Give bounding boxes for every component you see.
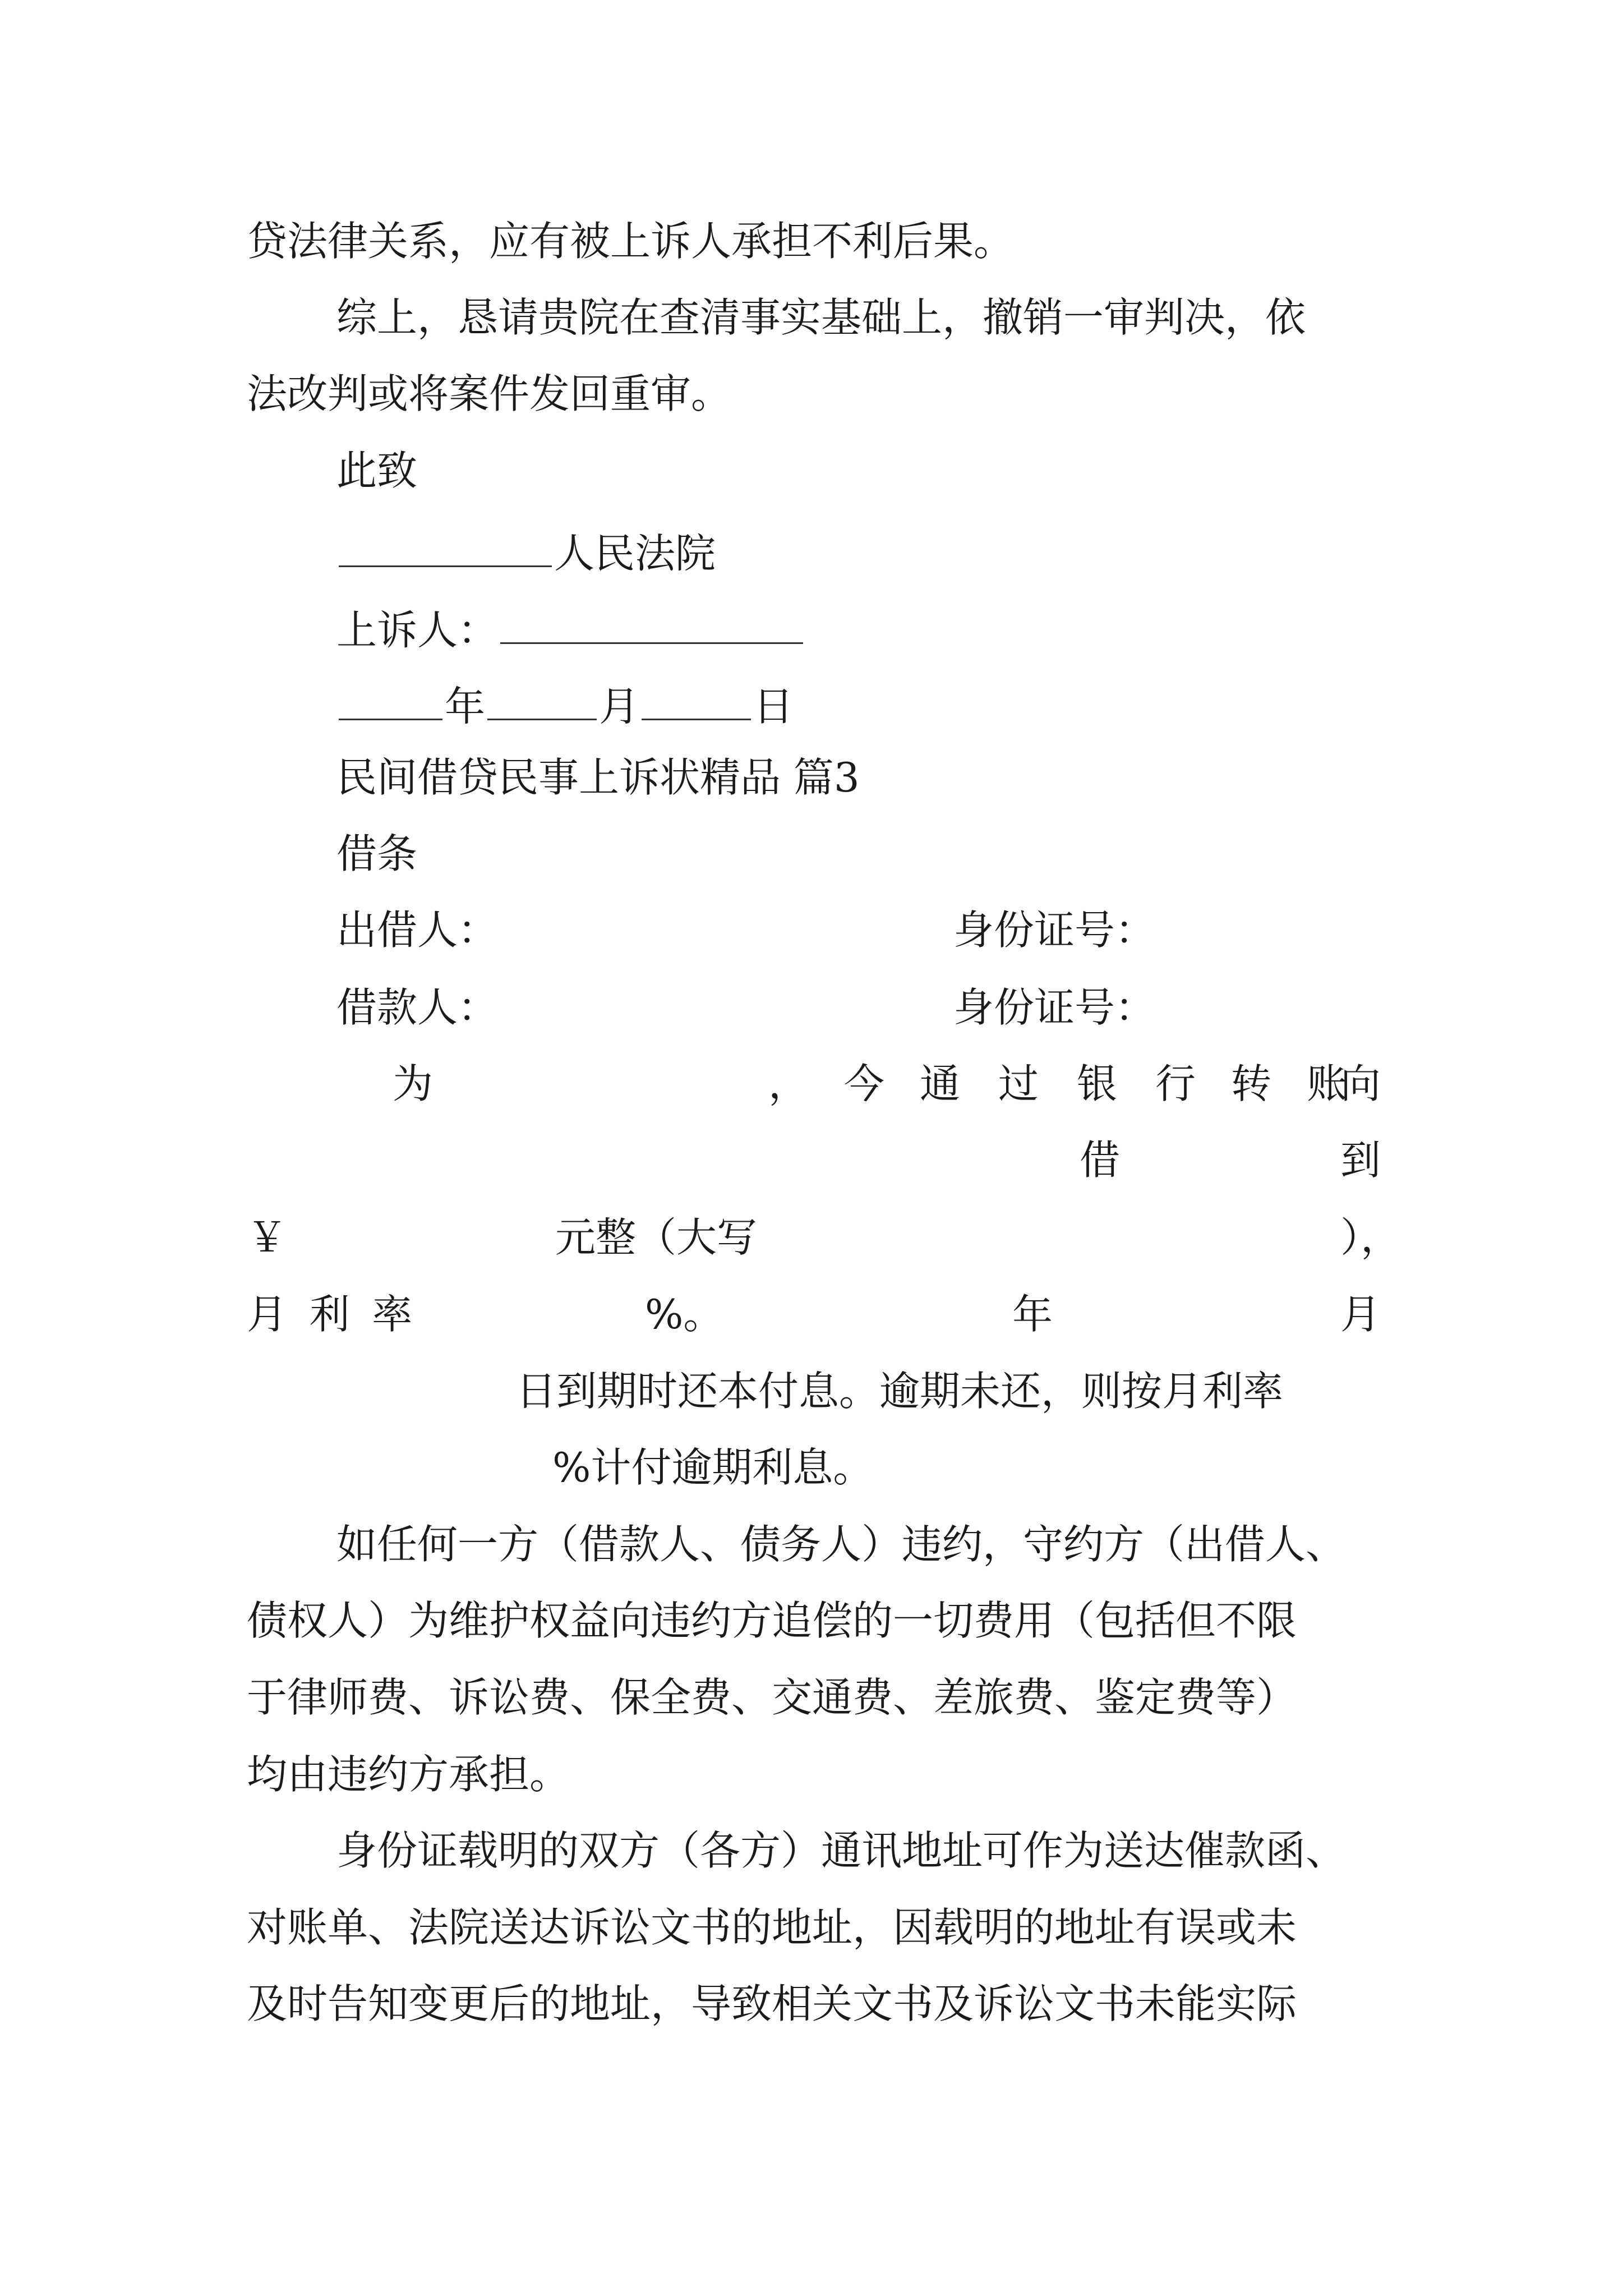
text-char: 到 bbox=[1340, 1137, 1381, 1184]
amount-unit: 元整（大写 bbox=[555, 1214, 758, 1261]
appellant-label: 上诉人： bbox=[336, 606, 499, 654]
closing-paren: ）， bbox=[1340, 1214, 1401, 1261]
lender-id-label: 身份证号： bbox=[953, 907, 1156, 954]
currency-symbol: ￥ bbox=[247, 1214, 288, 1261]
text-char: 银 bbox=[1077, 1060, 1118, 1107]
court-name-blank bbox=[339, 527, 552, 567]
year-char: 年 bbox=[1012, 1291, 1053, 1338]
paragraph-line: 身份证载明的双方（各方）通讯地址可作为送达催款函、 bbox=[336, 1827, 1347, 1874]
month-char: 月 bbox=[1340, 1291, 1381, 1338]
paragraph-line: 贷法律关系，应有被上诉人承担不利后果。 bbox=[247, 218, 1015, 265]
document-title: 借条 bbox=[336, 830, 418, 877]
borrower-id-label: 身份证号： bbox=[953, 984, 1156, 1031]
lender-label: 出借人： bbox=[336, 907, 499, 954]
paragraph-line: 综上，恳请贵院在查清事实基础上，撤销一审判决，依 bbox=[336, 294, 1306, 341]
borrower-label: 借款人： bbox=[336, 984, 499, 1031]
text-char: 借 bbox=[1080, 1137, 1121, 1184]
court-line bbox=[336, 527, 716, 577]
paragraph-line: 及时告知变更后的地址，导致相关文书及诉讼文书未能实际 bbox=[247, 1980, 1297, 2027]
section-heading: 民间借贷民事上诉状精品 篇3 bbox=[336, 754, 860, 801]
appellant-line bbox=[336, 604, 805, 654]
loan-purpose-for: 为 bbox=[393, 1060, 434, 1107]
year-label: 年 bbox=[445, 683, 486, 730]
text-char: 今 bbox=[844, 1060, 885, 1107]
paragraph-line: 日到期时还本付息。逾期未还，则按月利率 bbox=[516, 1368, 1284, 1415]
date-line bbox=[336, 680, 794, 730]
salutation: 此致 bbox=[336, 447, 418, 494]
paragraph-line: %计付逾期利息。 bbox=[552, 1444, 874, 1491]
day-blank bbox=[642, 680, 751, 720]
monthly-rate-label: 月利率 bbox=[247, 1291, 435, 1338]
paragraph-line: 债权人）为维护权益向违约方追偿的一切费用（包括但不限 bbox=[247, 1597, 1297, 1644]
court-label: 人民法院 bbox=[554, 530, 716, 577]
year-blank bbox=[339, 680, 442, 720]
percent-sign: %。 bbox=[645, 1291, 724, 1338]
text-char: 通 bbox=[920, 1060, 961, 1107]
text-char: 过 bbox=[998, 1060, 1039, 1107]
text-char: 行 bbox=[1155, 1060, 1196, 1107]
paragraph-line: 法改判或将案件发回重审。 bbox=[247, 370, 732, 417]
paragraph-line: 于律师费、诉讼费、保全费、交通费、差旅费、鉴定费等） bbox=[247, 1674, 1297, 1721]
comma: ， bbox=[768, 1060, 809, 1107]
day-label: 日 bbox=[753, 683, 794, 730]
month-blank bbox=[487, 680, 597, 720]
text-char: 向 bbox=[1340, 1060, 1381, 1107]
paragraph-line: 均由违约方承担。 bbox=[247, 1751, 570, 1798]
text-char: 转 bbox=[1231, 1060, 1272, 1107]
appellant-blank bbox=[500, 604, 803, 644]
paragraph-line: 对账单、法院送达诉讼文书的地址，因载明的地址有误或未 bbox=[247, 1904, 1297, 1951]
month-label: 月 bbox=[599, 683, 640, 730]
text-char: 账 bbox=[1307, 1060, 1348, 1107]
paragraph-line: 如任何一方（借款人、债务人）违约，守约方（出借人、 bbox=[336, 1521, 1347, 1568]
